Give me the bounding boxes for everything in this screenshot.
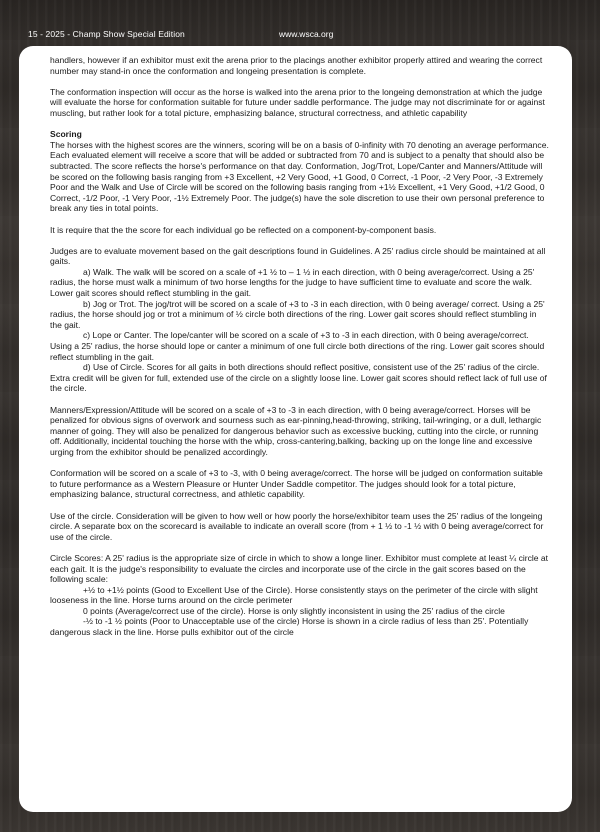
spacer [50,458,549,469]
paragraph-handlers: handlers, however if an exhibitor must exit the arena prior to the placings another exhibitor properly attired and wearing the correct number may stand-in once the conformation and longeing presentation is complete. [50,55,543,76]
spacer [50,119,549,130]
spacer [50,235,549,246]
spacer [50,500,549,511]
content-card [19,46,572,812]
paragraph-manners: Manners/Expression/Attitude will be scored on a scale of +3 to -3 in each direction, with 0 being average/correct. Horses will be penalized for obvious signs of overwork and sourness such as ear-pinning,head-throwing, striking, tail-wringing, or a dull, lethargic manner of going. They will also be penalized for dangerous behavior such as excessive bucking, cutting into the circle, or running off. Additionally, incidental touching the horse with the whip, cross-cantering,balking, backing up on the longe line and excessive urging from the exhibitor should be penalized accordingly. [50,404,542,457]
paragraph-circle-scores: Circle Scores: A 25' radius is the appropriate size of circle in which to show a longe liner. Exhibitor must complete at least ¼ circle at each gait. It is the judge's responsibility to evaluate the circles and incorporate use of the circle in the gait scores based on the following scale: [50,552,549,585]
website-link[interactable]: www.wsca.org [279,29,334,39]
paragraph-conformation-score: Conformation will be scored on a scale of +3 to -3, with 0 being average/correct. The horse will be judged on conformation suitable to future performance as a Western Pleasure or Hunter Under Saddle competitor. The judges should look for a total picture, emphasizing balance, structural correctness, and athletic capability. [50,468,543,500]
gait-walk: a) Walk. The walk will be scored on a scale of +1 ½ to – 1 ½ in each direction, with 0 being average/correct. Using a 25' radius, the horse must walk a minimum of two horse lengths for the judge to have sufficient time to evaluate and score the walk. Lower gait scores should reflect stumbling in the gait. [50,266,535,299]
paragraph-use-of-circle: Use of the circle. Consideration will be given to how well or how poorly the horse/exhibitor team uses the 25' radius of the longeing circle. A separate box on the scorecard is available to indicate an overall score (from + 1 ½ to -1 ½ with 0 being average/correct for use of the circle. [50,510,544,542]
circle-score-good: +½ to +1½ points (Good to Excellent Use of the Circle). Horse consistently stays on the perimeter of the circle with slight looseness in the line. Horse turns around on the circle perimeter [50,584,538,606]
edition-label: 15 - 2025 - Champ Show Special Edition [28,29,185,39]
gait-use-of-circle: d) Use of Circle. Scores for all gaits in both directions should reflect positive, consistent use of the 25' radius of the circle. Extra credit will be given for full, extended use of the circle on a slightly loose line. Lower gait scores should reflect lack of full use of the circle. [50,362,547,394]
circle-score-average: 0 points (Average/correct use of the circle). Horse is only slightly inconsistent in using the 25' radius of the circle [83,605,505,616]
spacer [50,542,549,553]
paragraph-scoring: The horses with the highest scores are the winners, scoring will be on a basis of 0-infinity with 70 denoting an average performance. Each evaluated element will receive a score that will be added or subtracted from 70 and is subject to a penalty that should also be subtracted. The score reflects the horse's performance on that day. Conformation, Jog/Trot, Lope/Canter and Manners/Attitude will be scored on the following basis ranging from +3 Excellent, +2 Very Good, +1 Good, 0 Correct, -1 Poor, -2 Very Poor, -3 Extremely Poor and the Walk and Use of Circle will be scored on the following basis ranging from +1½ Excellent, +1 Very Good, +1/2 Good, 0 Correct, -1/2 Poor, -1 Very Poor, -1½ Extremely Poor. The judge(s) have the sole discretion to use their own personal preference to break any ties in total points. [50,139,549,214]
spacer [50,76,549,87]
page-header [0,0,600,46]
spacer [50,394,549,405]
paragraph-component-basis: It is require that the the score for each individual go be reflected on a component-by-component basis. [50,224,437,235]
paragraph-conformation-inspection: The conformation inspection will occur as the horse is walked into the arena prior to the longeing demonstration at which the judge will evaluate the horse for conformation suitable for future under saddle performance. The judge may not discriminate for or against muscling, but rather look for a total picture, emphasizing balance, structural correctness, and athletic capability [50,86,545,118]
circle-score-poor: -½ to -1 ½ points (Poor to Unacceptable use of the circle) Horse is shown in a circle radius of less than 25'. Potentially dangerous slack in the line. Horse pulls exhibitor out of the circle [50,616,529,638]
paragraph-movement: Judges are to evaluate movement based on the gait descriptions found in Guidelines. A 25' radius circle should be maintained at all gaits. [50,245,546,267]
spacer [50,214,549,225]
scoring-heading: Scoring [50,129,82,140]
gait-jog-trot: b) Jog or Trot. The jog/trot will be scored on a scale of +3 to -3 in each direction, with 0 being average/ correct. Using a 25' radius, the horse should jog or trot a minimum of ½ circle both directions of the ring. Lower gait scores should reflect stumbling in the gait. [50,298,545,330]
gait-lope-canter: c) Lope or Canter. The lope/canter will be scored on a scale of +3 to -3 in each direction, with 0 being average/correct. Using a 25' radius, the horse should lope or canter a minimum of one full circle both directions of the ring. Lower gait scores should reflect stumbling in the gait. [50,330,545,362]
